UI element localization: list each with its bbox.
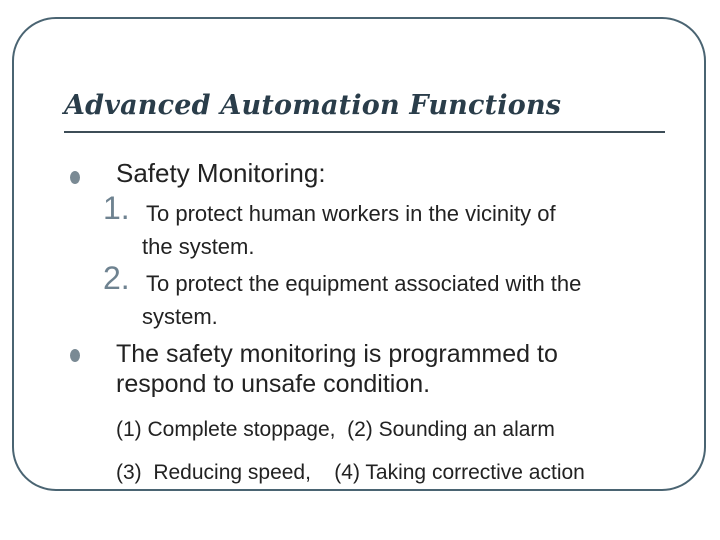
list-number-1: 1.: [103, 190, 130, 226]
list-item-1-line-2: the system.: [142, 234, 255, 259]
bullet-programming-line-2: respond to unsafe condition.: [116, 370, 431, 398]
list-item-2-line-1: To protect the equipment associated with the: [146, 271, 582, 296]
actions-line-2: (3) Reducing speed, (4) Taking corrective action: [116, 461, 585, 484]
bullet-safety-monitoring: Safety Monitoring:: [116, 158, 326, 188]
list-item-1-line-1: To protect human workers in the vicinity of: [146, 201, 556, 226]
list-number-2: 2.: [103, 260, 130, 296]
slide-title: Advanced Automation Functions: [64, 90, 562, 121]
bullet-icon: [70, 171, 80, 184]
bullet-icon: [70, 349, 80, 362]
list-item-2-line-2: system.: [142, 304, 218, 329]
title-underline: [64, 131, 665, 133]
bullet-programming-line-1: The safety monitoring is programmed to: [116, 340, 558, 368]
actions-line-1: (1) Complete stoppage, (2) Sounding an alarm: [116, 418, 555, 441]
